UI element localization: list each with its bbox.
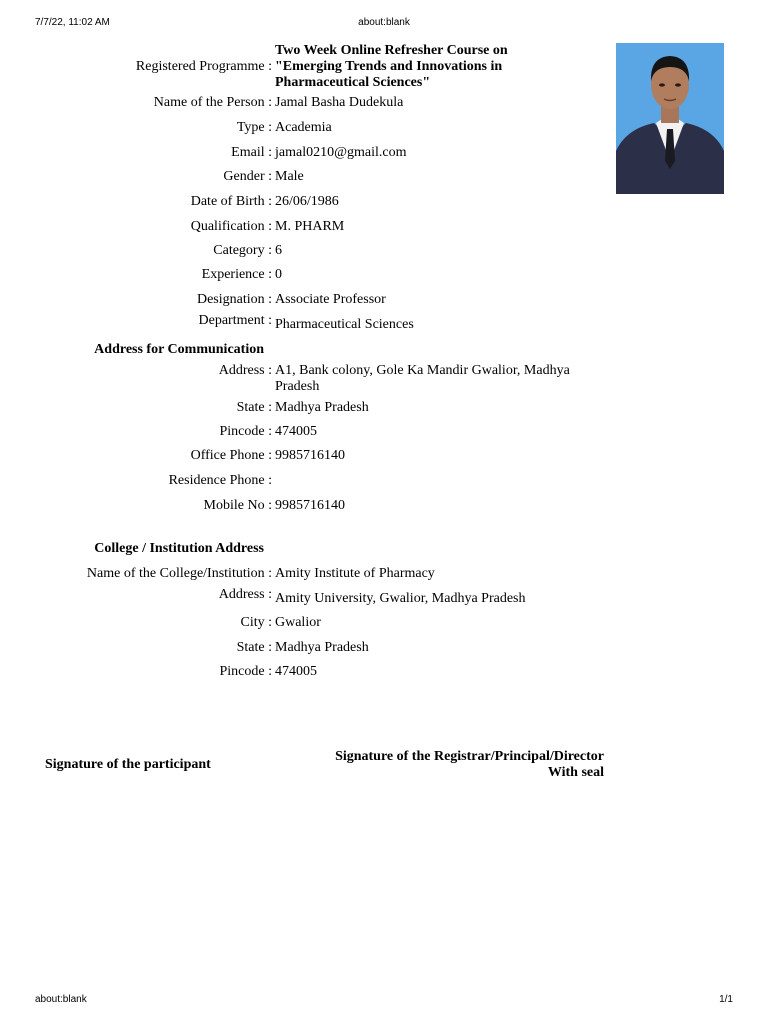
- programme-label: Registered Programme :: [135, 59, 272, 74]
- email-value: jamal0210@gmail.com: [275, 145, 407, 160]
- name-value: Jamal Basha Dudekula: [275, 95, 404, 110]
- college-state-value: Madhya Pradesh: [275, 640, 369, 655]
- comm-pincode-label: Pincode :: [219, 424, 272, 439]
- experience-value: 0: [275, 267, 282, 282]
- name-label: Name of the Person :: [153, 95, 272, 110]
- city-label: City :: [240, 615, 272, 630]
- designation-value: Associate Professor: [275, 292, 386, 307]
- gender-label: Gender :: [223, 169, 272, 184]
- type-label: Type :: [236, 120, 272, 135]
- experience-label: Experience :: [201, 267, 272, 282]
- city-value: Gwalior: [275, 615, 321, 630]
- dob-label: Date of Birth :: [190, 194, 272, 209]
- designation-label: Designation :: [196, 292, 272, 307]
- residence-phone-label: Residence Phone :: [168, 473, 272, 488]
- registrar-signature-label: Signature of the Registrar/Principal/Director: [335, 749, 604, 764]
- category-value: 6: [275, 243, 282, 258]
- college-state-label: State :: [236, 640, 272, 655]
- college-pincode-label: Pincode :: [219, 664, 272, 679]
- comm-pincode-value: 474005: [275, 424, 317, 439]
- mobile-label: Mobile No :: [203, 498, 272, 513]
- office-phone-value: 9985716140: [275, 448, 345, 463]
- print-page-title: about:blank: [358, 17, 410, 28]
- college-name-label: Name of the College/Institution :: [86, 566, 272, 581]
- college-heading: College / Institution Address: [94, 541, 264, 556]
- college-name-value: Amity Institute of Pharmacy: [275, 566, 435, 581]
- registrar-signature-block: [335, 749, 604, 781]
- comm-address-value: A1, Bank colony, Gole Ka Mandir Gwalior, Madhya Pradesh: [275, 363, 570, 394]
- department-label: Department :: [198, 313, 272, 328]
- print-datetime: 7/7/22, 11:02 AM: [35, 17, 110, 28]
- category-label: Category :: [213, 243, 272, 258]
- qualification-value: M. PHARM: [275, 219, 345, 234]
- college-pincode-value: 474005: [275, 664, 317, 679]
- comm-state-label: State :: [236, 400, 272, 415]
- gender-value: Male: [275, 169, 304, 184]
- college-address-label: Address :: [218, 587, 272, 602]
- registrar-seal-label: With seal: [547, 765, 604, 780]
- comm-state-value: Madhya Pradesh: [275, 400, 369, 415]
- dob-value: 26/06/1986: [275, 194, 339, 209]
- mobile-value: 9985716140: [275, 498, 345, 513]
- communication-heading: Address for Communication: [94, 342, 264, 357]
- participant-photo: [616, 43, 724, 194]
- qualification-label: Qualification :: [190, 219, 272, 234]
- programme-title: Two Week Online Refresher Course on "Emerging Trends and Innovations in Pharmaceutical Sciences": [275, 43, 508, 90]
- participant-signature-label: Signature of the participant: [45, 757, 211, 772]
- print-footer-url: about:blank: [35, 994, 87, 1005]
- comm-address-label: Address :: [218, 363, 272, 378]
- email-label: Email :: [231, 145, 272, 160]
- type-value: Academia: [275, 120, 332, 135]
- department-value: Pharmaceutical Sciences: [275, 317, 414, 332]
- print-page-count: 1/1: [719, 994, 733, 1005]
- office-phone-label: Office Phone :: [190, 448, 272, 463]
- college-address-value: Amity University, Gwalior, Madhya Pradesh: [275, 591, 526, 606]
